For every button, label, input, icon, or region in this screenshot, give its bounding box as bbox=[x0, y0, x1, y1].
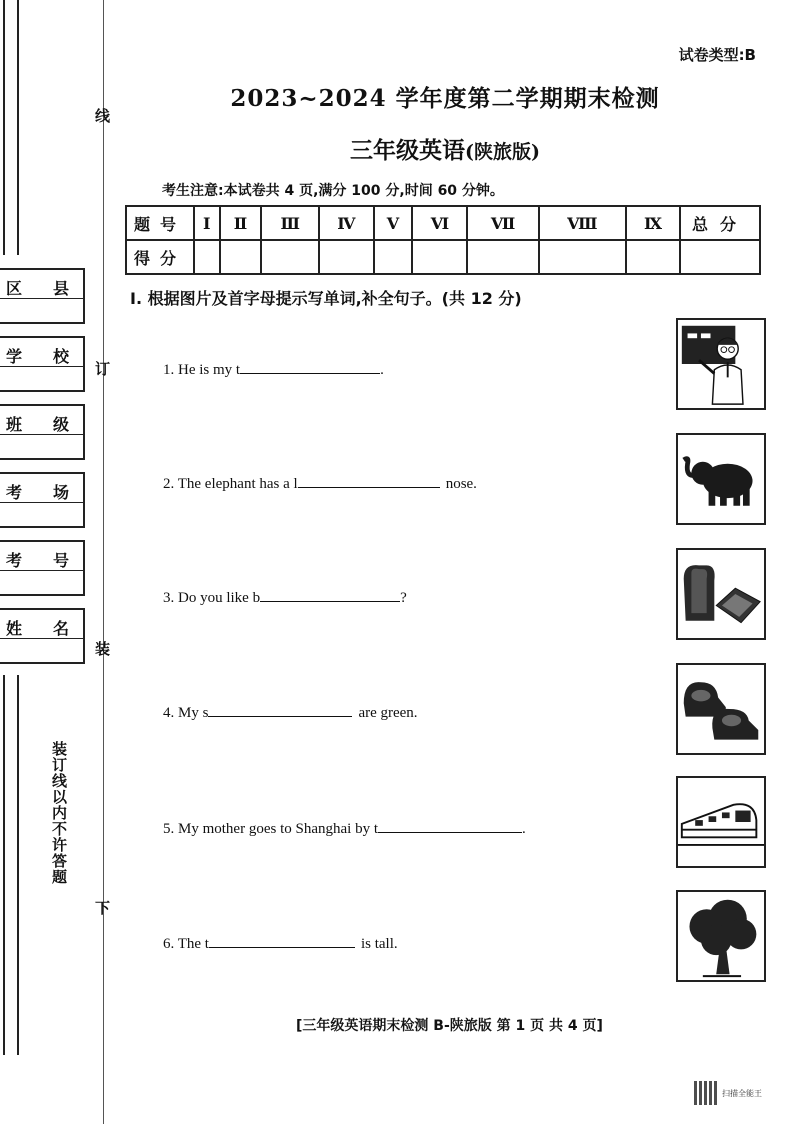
answer-blank[interactable] bbox=[240, 360, 380, 374]
answer-blank[interactable] bbox=[298, 474, 440, 488]
question-text-end: . bbox=[521, 821, 526, 837]
question-text: 6. The t bbox=[163, 936, 209, 952]
score-col: Ⅳ bbox=[319, 206, 373, 240]
field-label-char: 区 bbox=[6, 279, 23, 298]
score-col: Ⅷ bbox=[539, 206, 626, 240]
question-text: 1. He is my t bbox=[163, 362, 241, 378]
question-text-end: nose. bbox=[445, 476, 477, 492]
class-field[interactable] bbox=[0, 404, 85, 460]
field-label-char: 场 bbox=[52, 483, 69, 502]
bread-picture bbox=[676, 548, 766, 640]
question-text-end: ? bbox=[400, 590, 407, 606]
exam-subtitle bbox=[120, 132, 770, 165]
answer-blank[interactable] bbox=[208, 703, 352, 717]
train-picture bbox=[676, 776, 766, 868]
teacher-picture bbox=[676, 318, 766, 410]
score-col: Ⅰ bbox=[194, 206, 220, 240]
question-text-end: is tall. bbox=[360, 936, 398, 952]
question-text-end: . bbox=[380, 362, 384, 378]
question-1 bbox=[163, 360, 384, 379]
total-label: 总分 bbox=[680, 206, 760, 240]
exam-number-field[interactable] bbox=[0, 540, 85, 596]
paper-type: 试卷类型:B bbox=[678, 46, 756, 64]
question-5 bbox=[163, 819, 526, 838]
answer-blank[interactable] bbox=[209, 934, 355, 948]
qr-code-icon bbox=[694, 1081, 718, 1105]
score-col: Ⅱ bbox=[220, 206, 262, 240]
score-cell[interactable] bbox=[539, 240, 626, 274]
edition: (陕旅版) bbox=[465, 141, 540, 163]
elephant-picture bbox=[676, 433, 766, 525]
question-4 bbox=[163, 703, 418, 722]
question-2 bbox=[163, 474, 477, 493]
score-cell[interactable] bbox=[412, 240, 467, 274]
binding-notice: 装订线以内不许答题 bbox=[50, 741, 68, 885]
field-label-char: 县 bbox=[52, 279, 69, 298]
field-label-char: 学 bbox=[6, 347, 23, 366]
question-text: 3. Do you like b bbox=[163, 590, 261, 606]
question-text: 2. The elephant has a l bbox=[163, 476, 298, 492]
score-label: 得分 bbox=[126, 240, 194, 274]
question-text-end: are green. bbox=[358, 705, 418, 721]
score-cell[interactable] bbox=[319, 240, 373, 274]
question-3 bbox=[163, 588, 407, 607]
answer-blank[interactable] bbox=[378, 819, 522, 833]
binding-word-zhuang: 装 bbox=[95, 640, 111, 658]
scanner-watermark bbox=[694, 1078, 782, 1108]
score-cell[interactable] bbox=[626, 240, 680, 274]
question-6 bbox=[163, 934, 398, 953]
section-title: Ⅰ. 根据图片及首字母提示写单词,补全句子。(共 12 分) bbox=[130, 289, 522, 308]
county-field[interactable] bbox=[0, 268, 85, 324]
score-table-header-row bbox=[126, 206, 760, 240]
field-label-char: 校 bbox=[52, 347, 69, 366]
question-number-label: 题号 bbox=[126, 206, 194, 240]
score-cell[interactable] bbox=[467, 240, 538, 274]
score-col: Ⅴ bbox=[374, 206, 413, 240]
total-score-cell[interactable] bbox=[680, 240, 760, 274]
exam-title: 2023~2024 学年度第二学期期末检测 bbox=[230, 85, 660, 112]
score-table bbox=[125, 205, 761, 275]
binding-word-ding: 订 bbox=[95, 360, 111, 378]
score-cell[interactable] bbox=[220, 240, 262, 274]
exam-room-field[interactable] bbox=[0, 472, 85, 528]
score-col: Ⅸ bbox=[626, 206, 680, 240]
question-text: 4. My s bbox=[163, 705, 209, 721]
school-field[interactable] bbox=[0, 336, 85, 392]
binding-word-xia: 下 bbox=[95, 899, 111, 917]
field-label-char: 级 bbox=[52, 415, 69, 434]
answer-blank[interactable] bbox=[260, 588, 400, 602]
score-table-score-row bbox=[126, 240, 760, 274]
field-label-char: 号 bbox=[52, 551, 69, 570]
scanner-label: 扫描全能王 bbox=[722, 1088, 762, 1098]
tree-picture bbox=[676, 890, 766, 982]
score-col: Ⅲ bbox=[261, 206, 319, 240]
score-col: Ⅶ bbox=[467, 206, 538, 240]
field-label-char: 姓 bbox=[6, 619, 23, 638]
score-cell[interactable] bbox=[194, 240, 220, 274]
field-label-char: 班 bbox=[6, 415, 23, 434]
subject-name: 三年级英语 bbox=[350, 137, 465, 164]
name-field[interactable] bbox=[0, 608, 85, 664]
question-text: 5. My mother goes to Shanghai by t bbox=[163, 821, 378, 837]
binding-word-xian: 线 bbox=[95, 107, 111, 125]
binding-margin bbox=[0, 0, 120, 1124]
score-cell[interactable] bbox=[374, 240, 413, 274]
shoes-picture bbox=[676, 663, 766, 755]
page-footer: [三年级英语期末检测 B-陕旅版 第 1 页 共 4 页] bbox=[296, 1018, 603, 1034]
exam-notice: 考生注意:本试卷共 4 页,满分 100 分,时间 60 分钟。 bbox=[162, 183, 504, 199]
score-col: Ⅵ bbox=[412, 206, 467, 240]
field-label-char: 名 bbox=[52, 619, 69, 638]
score-cell[interactable] bbox=[261, 240, 319, 274]
field-label-char: 考 bbox=[6, 483, 23, 502]
field-label-char: 考 bbox=[6, 551, 23, 570]
